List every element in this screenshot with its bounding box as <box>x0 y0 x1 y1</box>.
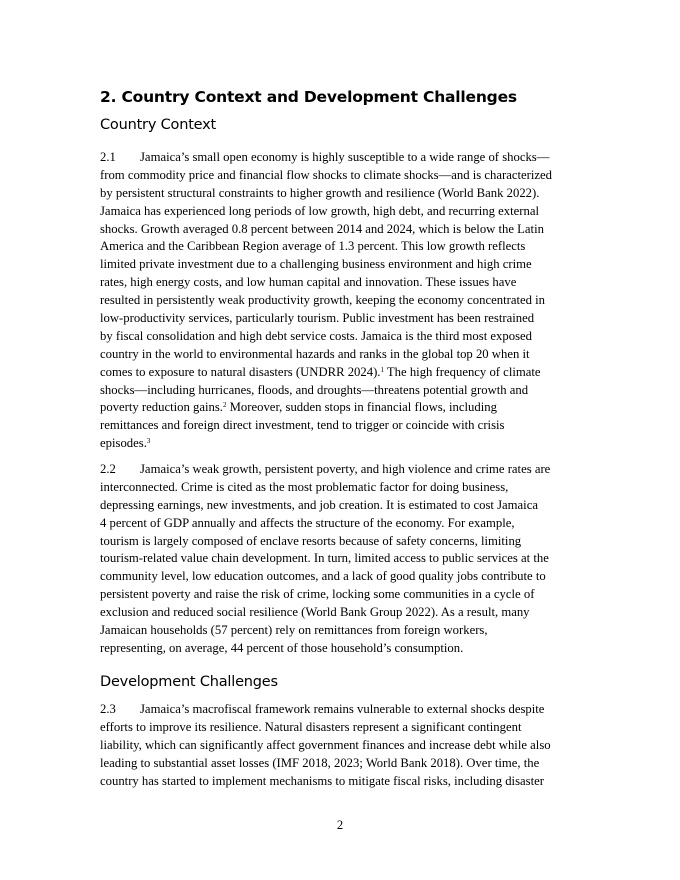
paragraph-number: 2.3 <box>100 702 116 716</box>
subsection-heading-development-challenges: Development Challenges <box>100 674 278 690</box>
paragraph-line: tourism-related value chain development. In turn, limited access to public services at the <box>100 551 549 566</box>
paragraph-line: America and the Caribbean Region average of 1.3 percent. This low growth reflects <box>100 239 526 254</box>
paragraph-2-3 <box>100 701 580 790</box>
paragraph-line: by persistent structural constraints to higher growth and resilience (World Bank 2022). <box>100 185 540 200</box>
paragraph-line: exclusion and reduced social resilience (World Bank Group 2022). As a result, many <box>100 605 530 620</box>
paragraph-number: 2.1 <box>100 150 116 164</box>
paragraph-line: interconnected. Crime is cited as the most problematic factor for doing business, <box>100 479 509 494</box>
paragraph-line: 2.1 Jamaica’s small open economy is highly susceptible to a wide range of shocks— <box>100 149 580 167</box>
paragraph-line: remittances and foreign direct investment, tend to trigger or coincide with crisis <box>100 418 505 433</box>
paragraph-line: liability, which can significantly affect government finances and increase debt while also <box>100 737 551 752</box>
paragraph-line: persistent poverty and raise the risk of crime, locking some communities in a cycle of <box>100 587 535 602</box>
paragraph-line: poverty reduction gains.$^2$ Moreover, sudden stops in financial flows, including <box>100 400 497 415</box>
paragraph-line: resulted in persistently weak productivity growth, keeping the economy concentrated in <box>100 293 545 308</box>
paragraph-line: country has started to implement mechanisms to mitigate fiscal risks, including disaster <box>100 773 544 788</box>
paragraph-line: limited private investment due to a challenging business environment and high crime <box>100 257 532 272</box>
paragraph-line: depressing earnings, new investments, and job creation. It is estimated to cost Jamaica <box>100 497 538 512</box>
paragraph-2-2 <box>100 461 580 658</box>
paragraph-number: 2.2 <box>100 462 116 476</box>
paragraph-line: efforts to improve its resilience. Natural disasters represent a significant contingent <box>100 719 522 734</box>
paragraph-line: 4 percent of GDP annually and affects the structure of the economy. For example, <box>100 515 515 530</box>
paragraph-line: community level, low education outcomes, and a lack of good quality jobs contribute to <box>100 569 546 584</box>
paragraph-line: comes to exposure to natural disasters (UNDRR 2024).$^1$ The high frequency of climate <box>100 364 541 379</box>
paragraph-line: by fiscal consolidation and high debt service costs. Jamaica is the third most exposed <box>100 328 532 343</box>
paragraph-line: country in the world to environmental hazards and ranks in the global top 20 when it <box>100 346 530 361</box>
paragraph-line: episodes.$^3$ <box>100 436 151 451</box>
paragraph-line: representing, on average, 44 percent of those household’s consumption. <box>100 640 464 655</box>
paragraph-line: leading to substantial asset losses (IMF 2018, 2023; World Bank 2018). Over time, the <box>100 755 540 770</box>
paragraph-line: Jamaican households (57 percent) rely on remittances from foreign workers, <box>100 623 488 638</box>
paragraph-2-1 <box>100 149 580 453</box>
page-number: 2 <box>336 818 344 832</box>
paragraph-line: tourism is largely composed of enclave resorts because of safety concerns, limiting <box>100 533 522 548</box>
paragraph-line: shocks—including hurricanes, floods, and droughts—threatens potential growth and <box>100 382 529 397</box>
paragraph-line: from commodity price and financial flow shocks to climate shocks—and is characterized <box>100 167 553 182</box>
paragraph-line: shocks. Growth averaged 0.8 percent between 2014 and 2024, which is below the Latin <box>100 221 544 236</box>
subsection-heading-country-context: Country Context <box>100 117 217 133</box>
paragraph-line: low-productivity services, particularly tourism. Public investment has been restrained <box>100 311 535 326</box>
paragraph-line: 2.3 Jamaica’s macrofiscal framework remains vulnerable to external shocks despite <box>100 701 580 719</box>
paragraph-line: Jamaica has experienced long periods of low growth, high debt, and recurring external <box>100 203 539 218</box>
footnote-ref-1[interactable]: 1 <box>380 365 384 374</box>
paragraph-line: rates, high energy costs, and low human capital and innovation. These issues have <box>100 275 517 290</box>
section-title: 2. Country Context and Development Challenges <box>100 88 517 106</box>
footnote-ref-3[interactable]: 3 <box>146 437 151 446</box>
paragraph-line: 2.2 Jamaica’s weak growth, persistent poverty, and high violence and crime rates are <box>100 461 580 479</box>
footnote-ref-2[interactable]: 2 <box>222 401 227 410</box>
